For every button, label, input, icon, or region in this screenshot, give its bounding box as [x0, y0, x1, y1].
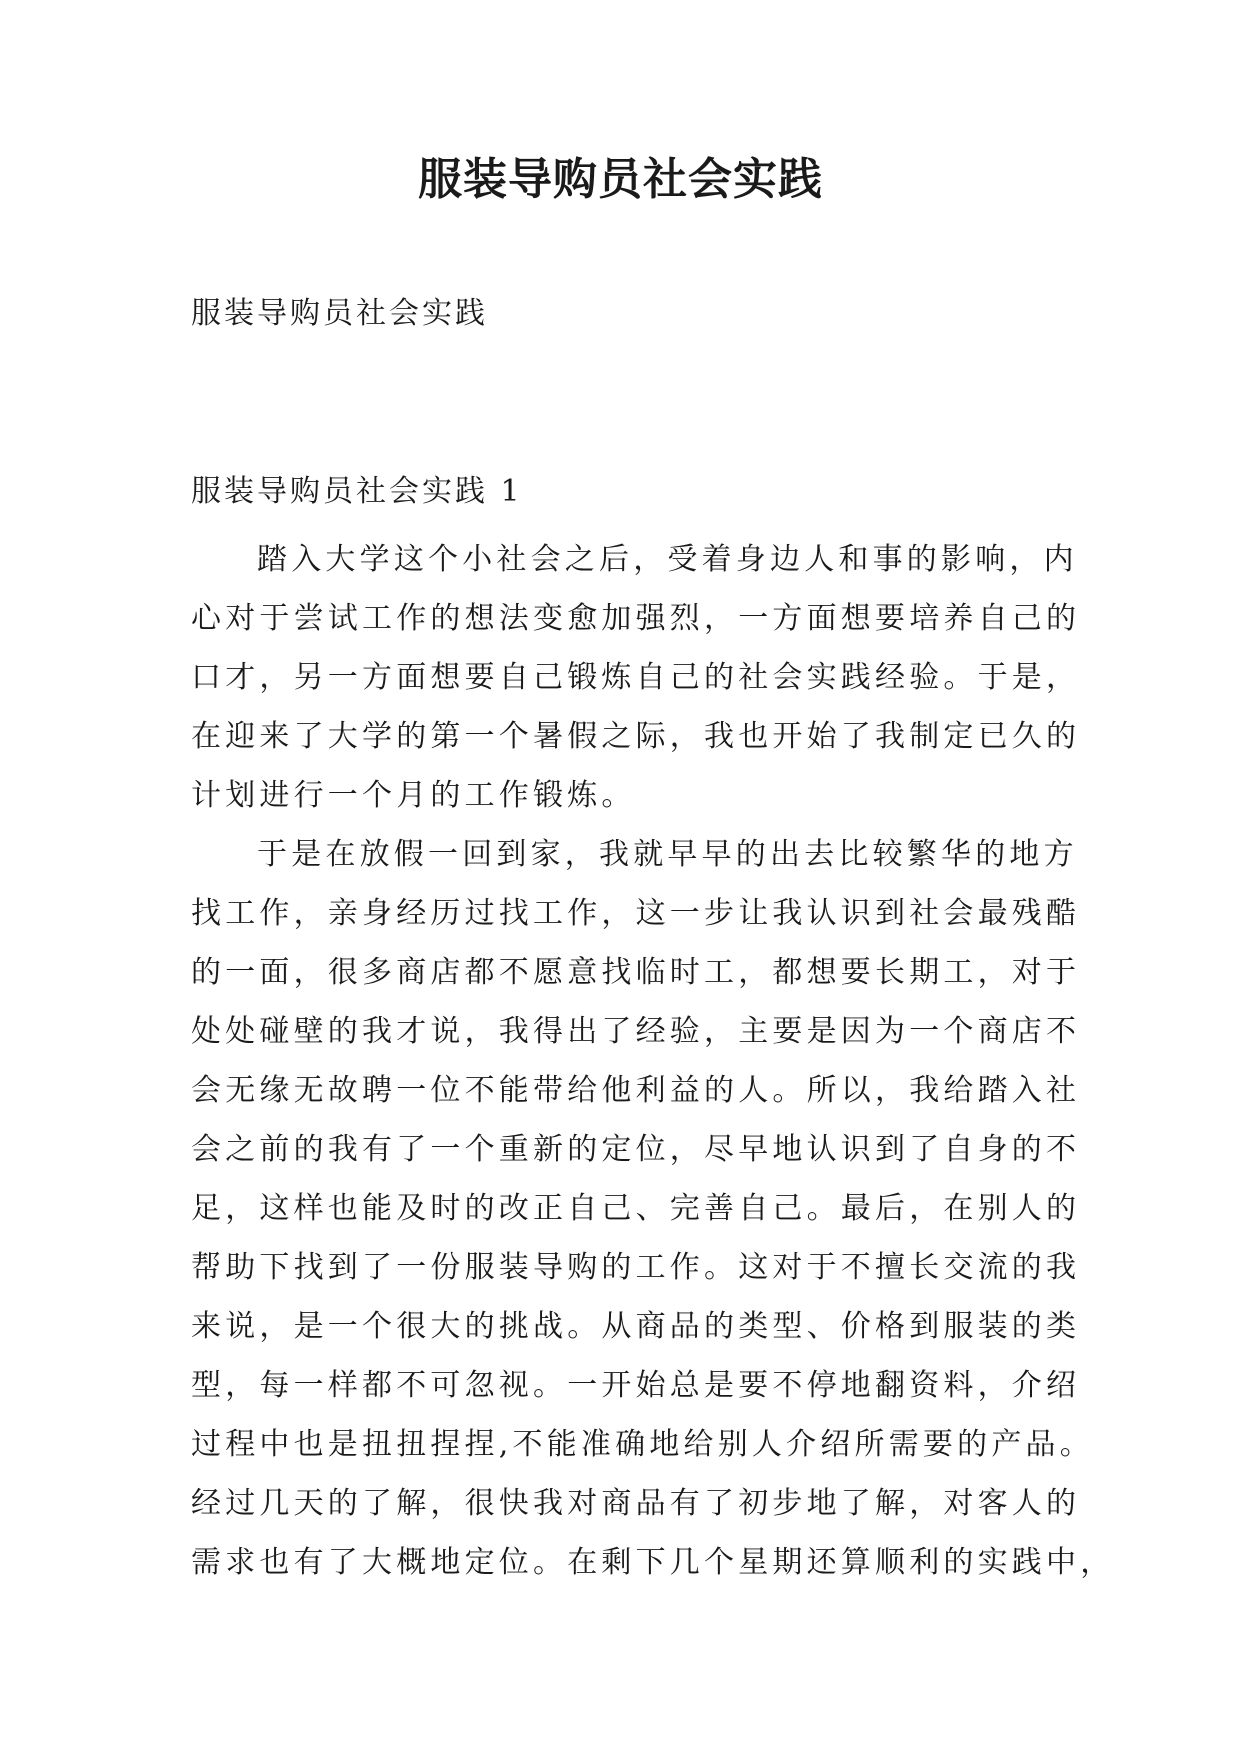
paragraph-line: 来说，是一个很大的挑战。从商品的类型、价格到服装的类 [191, 1309, 1081, 1344]
paragraph-line: 型，每一样都不可忽视。一开始总是要不停地翻资料，介绍 [191, 1368, 1081, 1403]
paragraph-line: 会之前的我有了一个重新的定位，尽早地认识到了自身的不 [191, 1132, 1081, 1167]
paragraph-line: 过程中也是扭扭捏捏,不能准确地给别人介绍所需要的产品。 [191, 1427, 1094, 1462]
body-text [191, 530, 1115, 1592]
paragraph-line: 踏入大学这个小社会之后，受着身边人和事的影响，内 [257, 542, 1078, 577]
document-title: 服装导购员社会实践 [418, 154, 823, 205]
paragraph-line: 计划进行一个月的工作锻炼。 [191, 778, 636, 813]
paragraph-line: 处处碰壁的我才说，我得出了经验，主要是因为一个商店不 [191, 1014, 1081, 1049]
paragraph-line: 找工作，亲身经历过找工作，这一步让我认识到社会最残酷 [191, 896, 1081, 931]
paragraph-2 [191, 825, 1115, 1592]
paragraph-line: 帮助下找到了一份服装导购的工作。这对于不擅长交流的我 [191, 1250, 1081, 1285]
document-subtitle: 服装导购员社会实践 [191, 296, 488, 331]
paragraph-line: 于是在放假一回到家，我就早早的出去比较繁华的地方 [257, 837, 1078, 872]
paragraph-line: 经过几天的了解，很快我对商品有了初步地了解，对客人的 [191, 1486, 1081, 1521]
paragraph-line: 足，这样也能及时的改正自己、完善自己。最后，在别人的 [191, 1191, 1081, 1226]
paragraph-line: 需求也有了大概地定位。在剩下几个星期还算顺利的实践中， [191, 1545, 1115, 1580]
paragraph-line: 口才，另一方面想要自己锻炼自己的社会实践经验。于是， [191, 660, 1081, 695]
paragraph-line: 的一面，很多商店都不愿意找临时工，都想要长期工，对于 [191, 955, 1081, 990]
paragraph-line: 会无缘无故聘一位不能带给他利益的人。所以，我给踏入社 [191, 1073, 1081, 1108]
section-heading: 服装导购员社会实践 1 [191, 474, 523, 509]
paragraph-line: 在迎来了大学的第一个暑假之际，我也开始了我制定已久的 [191, 719, 1081, 754]
paragraph-1 [191, 530, 1081, 825]
paragraph-line: 心对于尝试工作的想法变愈加强烈，一方面想要培养自己的 [191, 601, 1081, 636]
